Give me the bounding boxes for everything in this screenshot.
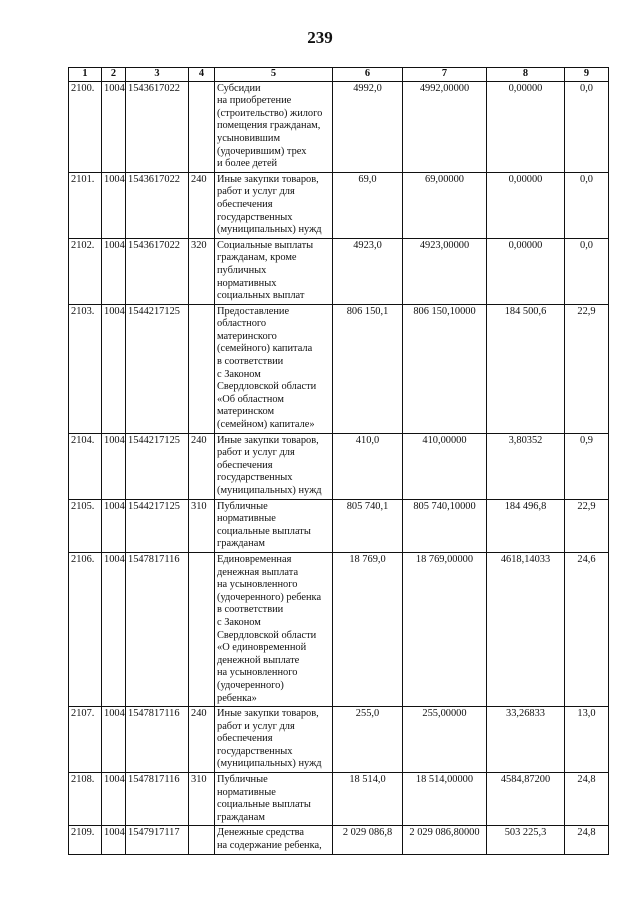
row-number: 2103. xyxy=(69,304,102,433)
row-number: 2109. xyxy=(69,826,102,854)
section-code: 1004 xyxy=(102,499,126,552)
refined-amount: 2 029 086,80000 xyxy=(403,826,487,854)
column-header: 8 xyxy=(487,68,565,82)
planned-amount: 255,0 xyxy=(333,707,403,773)
planned-amount: 18 769,0 xyxy=(333,552,403,706)
target-article-code: 1543617022 xyxy=(126,238,189,304)
planned-amount: 18 514,0 xyxy=(333,773,403,826)
column-header: 9 xyxy=(565,68,609,82)
refined-amount: 18 514,00000 xyxy=(403,773,487,826)
column-header: 6 xyxy=(333,68,403,82)
expense-type-code xyxy=(189,81,215,172)
executed-amount: 0,00000 xyxy=(487,81,565,172)
row-number: 2102. xyxy=(69,238,102,304)
target-article-code: 1544217125 xyxy=(126,499,189,552)
target-article-code: 1543617022 xyxy=(126,81,189,172)
planned-amount: 805 740,1 xyxy=(333,499,403,552)
execution-percent: 24,8 xyxy=(565,826,609,854)
row-number: 2105. xyxy=(69,499,102,552)
section-code: 1004 xyxy=(102,433,126,499)
executed-amount: 4618,14033 xyxy=(487,552,565,706)
target-article-code: 1547817116 xyxy=(126,773,189,826)
section-code: 1004 xyxy=(102,552,126,706)
item-name: Публичные нормативные социальные выплаты гражданам xyxy=(215,499,333,552)
planned-amount: 410,0 xyxy=(333,433,403,499)
expense-type-code: 310 xyxy=(189,773,215,826)
table-row xyxy=(69,238,609,304)
refined-amount: 4923,00000 xyxy=(403,238,487,304)
executed-amount: 3,80352 xyxy=(487,433,565,499)
execution-percent: 13,0 xyxy=(565,707,609,773)
target-article-code: 1544217125 xyxy=(126,433,189,499)
refined-amount: 255,00000 xyxy=(403,707,487,773)
table-row xyxy=(69,552,609,706)
execution-percent: 0,0 xyxy=(565,172,609,238)
row-number: 2107. xyxy=(69,707,102,773)
refined-amount: 69,00000 xyxy=(403,172,487,238)
table-row xyxy=(69,81,609,172)
executed-amount: 0,00000 xyxy=(487,238,565,304)
table-row xyxy=(69,826,609,854)
item-name: Иные закупки товаров, работ и услуг для обеспечения государственных (муниципальных) нужд xyxy=(215,433,333,499)
section-code: 1004 xyxy=(102,826,126,854)
refined-amount: 4992,00000 xyxy=(403,81,487,172)
table-row xyxy=(69,499,609,552)
execution-percent: 22,9 xyxy=(565,304,609,433)
item-name: Иные закупки товаров, работ и услуг для обеспечения государственных (муниципальных) нужд xyxy=(215,172,333,238)
table-row xyxy=(69,433,609,499)
target-article-code: 1547817116 xyxy=(126,707,189,773)
execution-percent: 0,0 xyxy=(565,238,609,304)
executed-amount: 4584,87200 xyxy=(487,773,565,826)
refined-amount: 805 740,10000 xyxy=(403,499,487,552)
expense-type-code xyxy=(189,552,215,706)
header-row xyxy=(69,68,609,82)
executed-amount: 33,26833 xyxy=(487,707,565,773)
table-row xyxy=(69,172,609,238)
executed-amount: 184 500,6 xyxy=(487,304,565,433)
column-header: 3 xyxy=(126,68,189,82)
expense-type-code: 240 xyxy=(189,707,215,773)
expense-type-code xyxy=(189,304,215,433)
item-name: Социальные выплаты гражданам, кроме публичных нормативных социальных выплат xyxy=(215,238,333,304)
row-number: 2106. xyxy=(69,552,102,706)
executed-amount: 503 225,3 xyxy=(487,826,565,854)
target-article-code: 1544217125 xyxy=(126,304,189,433)
execution-percent: 24,8 xyxy=(565,773,609,826)
table-row xyxy=(69,773,609,826)
item-name: Публичные нормативные социальные выплаты гражданам xyxy=(215,773,333,826)
column-header: 5 xyxy=(215,68,333,82)
target-article-code: 1547817116 xyxy=(126,552,189,706)
table-row xyxy=(69,707,609,773)
section-code: 1004 xyxy=(102,238,126,304)
page-number: 239 xyxy=(307,28,333,47)
expense-type-code: 240 xyxy=(189,172,215,238)
target-article-code: 1547917117 xyxy=(126,826,189,854)
expense-type-code: 320 xyxy=(189,238,215,304)
item-name: Единовременная денежная выплата на усыновленного (удочеренного) ребенка в соответствии с Законом Свердловской области «О единовременной денежной выплате на усыновленного (удочеренного) ребенка» xyxy=(215,552,333,706)
column-header: 1 xyxy=(69,68,102,82)
section-code: 1004 xyxy=(102,773,126,826)
expense-type-code: 310 xyxy=(189,499,215,552)
expense-type-code xyxy=(189,826,215,854)
row-number: 2100. xyxy=(69,81,102,172)
planned-amount: 806 150,1 xyxy=(333,304,403,433)
executed-amount: 184 496,8 xyxy=(487,499,565,552)
refined-amount: 806 150,10000 xyxy=(403,304,487,433)
target-article-code: 1543617022 xyxy=(126,172,189,238)
budget-table xyxy=(68,67,609,855)
execution-percent: 24,6 xyxy=(565,552,609,706)
refined-amount: 18 769,00000 xyxy=(403,552,487,706)
planned-amount: 4923,0 xyxy=(333,238,403,304)
item-name: Денежные средства на содержание ребенка, xyxy=(215,826,333,854)
section-code: 1004 xyxy=(102,81,126,172)
executed-amount: 0,00000 xyxy=(487,172,565,238)
row-number: 2104. xyxy=(69,433,102,499)
item-name: Предоставление областного материнского (семейного) капитала в соответствии с Законом Свердловской области «Об областном материнском (семейном) капитале» xyxy=(215,304,333,433)
row-number: 2101. xyxy=(69,172,102,238)
planned-amount: 69,0 xyxy=(333,172,403,238)
expense-type-code: 240 xyxy=(189,433,215,499)
column-header: 4 xyxy=(189,68,215,82)
planned-amount: 2 029 086,8 xyxy=(333,826,403,854)
section-code: 1004 xyxy=(102,172,126,238)
item-name: Субсидии на приобретение (строительство) жилого помещения гражданам, усыновившим (удочерившим) трех и более детей xyxy=(215,81,333,172)
item-name: Иные закупки товаров, работ и услуг для обеспечения государственных (муниципальных) нужд xyxy=(215,707,333,773)
refined-amount: 410,00000 xyxy=(403,433,487,499)
planned-amount: 4992,0 xyxy=(333,81,403,172)
row-number: 2108. xyxy=(69,773,102,826)
execution-percent: 22,9 xyxy=(565,499,609,552)
execution-percent: 0,0 xyxy=(565,81,609,172)
section-code: 1004 xyxy=(102,304,126,433)
table-body xyxy=(69,81,609,854)
column-header: 7 xyxy=(403,68,487,82)
column-header: 2 xyxy=(102,68,126,82)
section-code: 1004 xyxy=(102,707,126,773)
table-row xyxy=(69,304,609,433)
execution-percent: 0,9 xyxy=(565,433,609,499)
